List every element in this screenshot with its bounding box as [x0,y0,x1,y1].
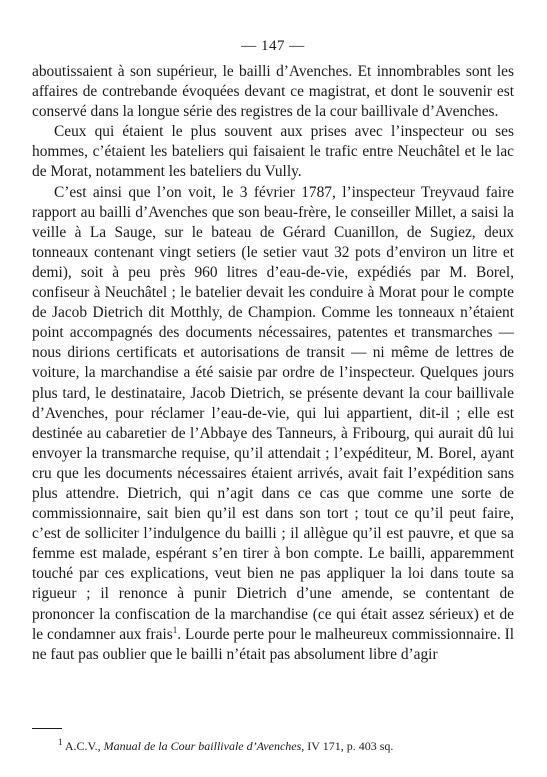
paragraph-2: Ceux qui étaient le plus souvent aux prises avec l’inspecteur ou ses hommes, c’étaient les bateliers qui faisaient le trafic entre Neuchâtel et le lac de Morat, notamment les bateliers du Vully. [32,123,514,181]
footnote-reference[interactable]: 1 [172,624,178,635]
footnote-prefix: A.C.V., [64,739,104,753]
book-page [32,36,514,665]
paragraph-1: aboutissaient à son supérieur, le bailli d’Avenches. Et innombrables sont les affaires de contrebande évoquées devant ce magistrat, et dont le souvenir est conservé dans la longue série des registres de la cour baillivale d’Avenches. [32,63,514,121]
footnote-separator [32,728,62,729]
body-text [32,62,514,665]
footnote-mark: 1 [58,737,63,747]
paragraph-3-continuation: . Lourde perte pour le malheureux commissionnaire. Il ne faut pas oublier que le bailli n’était pas absolument libre d’agir [32,625,514,663]
paragraph-3-text: C’est ainsi que l’on voit, le 3 février 1787, l’inspecteur Treyvaud faire rapport au bailli d’Avenches que son beau-frère, le conseiller Millet, a saisi la veille à La Sauge, sur le bateau de Gérard Cuanillon, de Sugiez, deux tonneaux contenant vingt setiers (le setier vaut 32 pots d’environ un litre et demi), soit à peu près 960 litres d’eau-de-vie, expédiés par M. Borel, confiseur à Neuchâtel ; le batelier devait les conduire à Morat pour le compte de Jacob Dietrich dit Motthly, de Champion. Comme les tonneaux n’étaient point accompagnés des documents nécessaires, patentes et transmarches — nous dirions certificats et autorisations de transit — ni même de lettres de voiture, la marchandise a été saisie par ordre de l’inspecteur. Quelques jours plus tard, le destinataire, Jacob Dietrich, se présente devant la cour baillivale d’Avenches, pour réclamer l’eau-de-vie, qui lui appartient, dit-il ; elle est destinée au cabaretier de l’Abbaye des Tanneurs, à Fribourg, qui aurait dû lui envoyer la transmarche requise, qu’il attendait ; l’expéditeur, M. Borel, ayant cru que les documents nécessaires étaient arrivés, avait fait l’expédition sans plus attendre. Dietrich, qui n’agit dans ce cas que comme une sorte de commissionnaire, sait bien qu’il est dans son tort ; tout ce qu’il peut faire, c’est de solliciter l’indulgence du bailli ; il allègue qu’il est pauvre, et que sa femme est malade, espérant s’en tirer à bon compte. Le bailli, apparemment touché par ces explications, veut bien ne pas appliquer la loi dans toute sa rigueur ; il renonce à punir Dietrich d’une amende, se contentant de prononcer la confiscation de la marchandise (ce qui était assez sérieux) et de le condamner aux frais [32,183,514,643]
page-number: — 147 — [241,38,305,54]
paragraph-3 [32,183,514,665]
footnote-suffix: , IV 171, p. 403 sq. [301,739,394,753]
footnote-title: Manual de la Cour baillivale d’Avenches [103,739,302,753]
footnote [58,738,514,754]
